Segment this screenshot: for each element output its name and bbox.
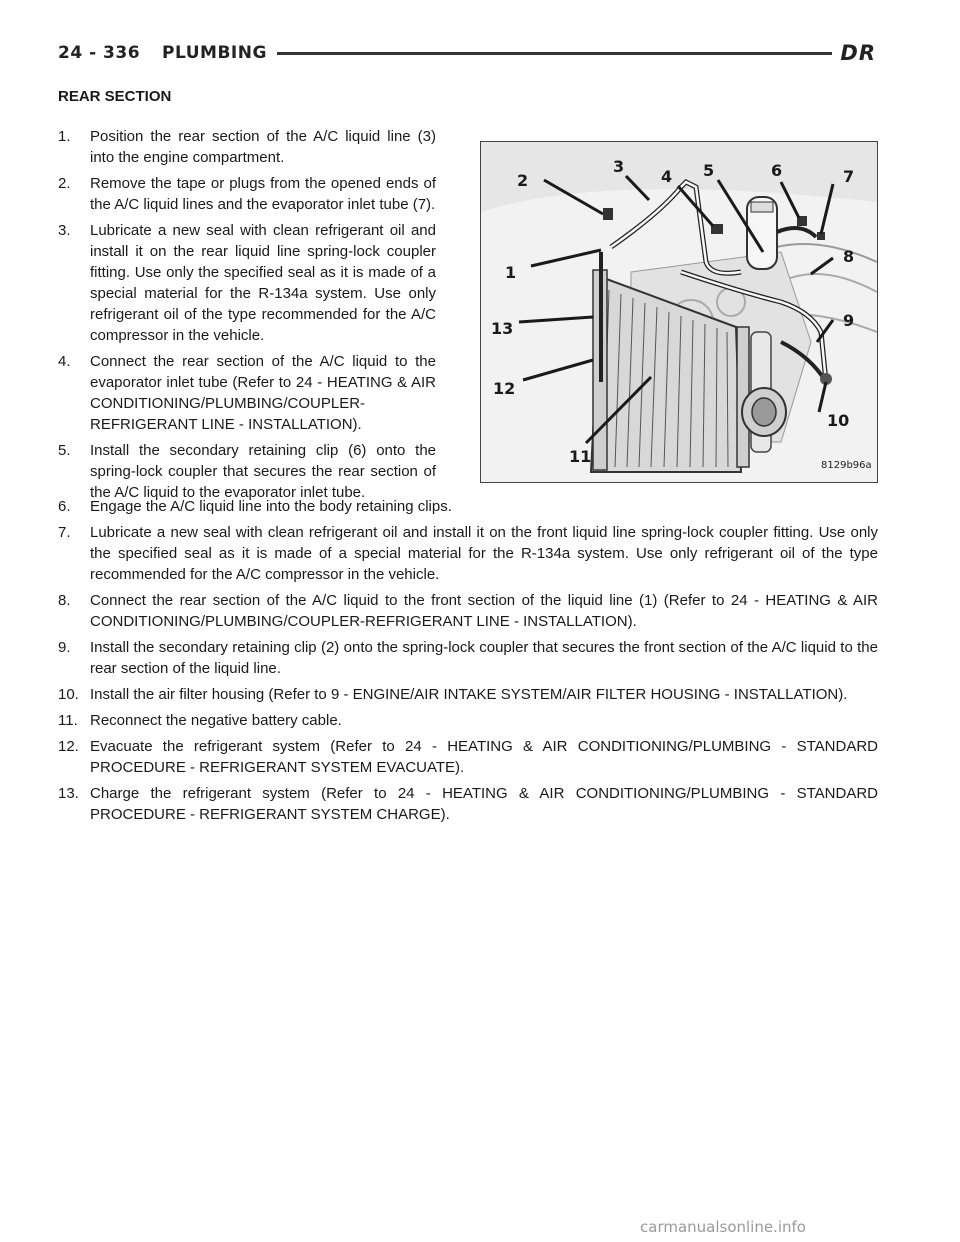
callout-10: 10 [827, 411, 850, 430]
step-number: 8. [58, 592, 71, 609]
step-number: 13. [58, 785, 79, 802]
step-number: 3. [58, 222, 71, 239]
step-text: Engage the A/C liquid line into the body retaining clips. [90, 498, 452, 515]
step-number: 10. [58, 686, 79, 703]
step-item [58, 710, 878, 731]
step-text: Charge the refrigerant system (Refer to 24 - HEATING & AIR CONDITIONING/PLUMBING - STANDARD PROCEDURE - REFRIGERANT SYSTEM CHARGE). [90, 785, 878, 823]
figure-code: 8129b96a [821, 460, 872, 471]
step-item [58, 496, 878, 517]
section-name: PLUMBING [162, 43, 267, 63]
watermark: carmanualsonline.info [640, 1218, 806, 1236]
step-text: Remove the tape or plugs from the opened ends of the A/C liquid lines and the evaporator inlet tube (7). [90, 175, 436, 213]
step-text: Lubricate a new seal with clean refrigerant oil and install it on the rear liquid line spring-lock coupler fitting. Use only the specified seal as it is made of a special material for the R-134a system. Use only refrigerant oil of the type recommended for the A/C compressor in the vehicle. [90, 222, 436, 344]
step-item [58, 783, 878, 825]
callout-6: 6 [771, 161, 783, 180]
step-item [58, 736, 878, 778]
step-number: 2. [58, 175, 71, 192]
callout-5: 5 [703, 161, 715, 180]
step-item [58, 522, 878, 585]
step-item [58, 590, 878, 632]
callout-1: 1 [505, 263, 517, 282]
step-item [58, 220, 436, 346]
step-text: Evacuate the refrigerant system (Refer to 24 - HEATING & AIR CONDITIONING/PLUMBING - STANDARD PROCEDURE - REFRIGERANT SYSTEM EVACUATE). [90, 738, 878, 776]
engine-compartment-illustration [481, 142, 877, 482]
callout-13: 13 [491, 319, 514, 338]
callout-3: 3 [613, 157, 625, 176]
callout-2: 2 [517, 171, 529, 190]
header-rule [277, 52, 832, 55]
step-item [58, 351, 436, 435]
steps-column-narrow [58, 126, 436, 508]
callout-7: 7 [843, 167, 855, 186]
step-item [58, 637, 878, 679]
callout-4: 4 [661, 167, 673, 186]
step-text: Connect the rear section of the A/C liquid to the evaporator inlet tube (Refer to 24 - HEATING & AIR CONDITIONING/PLUMBING/COUPLER-REFRIGERANT LINE - INSTALLATION). [90, 353, 436, 433]
step-number: 11. [58, 712, 78, 729]
callout-12: 12 [493, 379, 516, 398]
step-item [58, 173, 436, 215]
step-number: 12. [58, 738, 79, 755]
step-item [58, 126, 436, 168]
step-number: 6. [58, 498, 71, 515]
step-item [58, 440, 436, 503]
step-text: Position the rear section of the A/C liquid line (3) into the engine compartment. [90, 128, 436, 166]
section-title: REAR SECTION [58, 88, 172, 105]
step-text: Connect the rear section of the A/C liquid to the front section of the liquid line (1) (Refer to 24 - HEATING & AIR CONDITIONING/PLUMBING/COUPLER-REFRIGERANT LINE - INSTALLATION). [90, 592, 878, 630]
step-number: 5. [58, 442, 71, 459]
step-number: 1. [58, 128, 71, 145]
steps-column-full [58, 496, 878, 830]
ac-liquid-line-figure [480, 141, 878, 483]
callout-8: 8 [843, 247, 855, 266]
step-text: Install the secondary retaining clip (6) onto the spring-lock coupler that secures the rear section of the A/C liquid to the evaporator inlet tube. [90, 442, 436, 501]
step-item [58, 684, 878, 705]
model-logo: DR [840, 41, 876, 65]
step-number: 4. [58, 353, 71, 370]
callout-9: 9 [843, 311, 855, 330]
page-number: 24 - 336 [58, 43, 141, 63]
step-text: Reconnect the negative battery cable. [90, 712, 342, 729]
callout-11: 11 [569, 447, 592, 466]
page-header [58, 40, 876, 66]
step-number: 7. [58, 524, 71, 541]
step-number: 9. [58, 639, 71, 656]
step-text: Lubricate a new seal with clean refrigerant oil and install it on the front liquid line spring-lock coupler fitting. Use only the specified seal as it is made of a special material for the R-134a system. Use only refrigerant oil of the type recommended for the A/C compressor in the vehicle. [90, 524, 878, 583]
step-text: Install the air filter housing (Refer to 9 - ENGINE/AIR INTAKE SYSTEM/AIR FILTER HOUSING - INSTALLATION). [90, 686, 848, 703]
step-text: Install the secondary retaining clip (2) onto the spring-lock coupler that secures the front section of the A/C liquid to the rear section of the liquid line. [90, 639, 878, 677]
